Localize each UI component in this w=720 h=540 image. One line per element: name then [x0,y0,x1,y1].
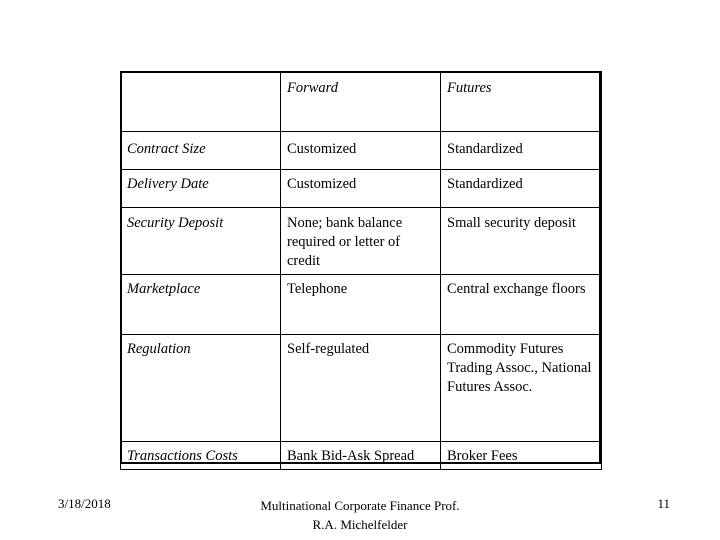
forward-cell: Customized [281,170,441,208]
row-label: Marketplace [121,275,281,335]
comparison-table [120,71,602,470]
row-label: Contract Size [121,132,281,170]
forward-cell: Self-regulated [281,335,441,442]
table-row [121,442,602,470]
footer-date: 3/18/2018 [58,496,111,511]
futures-cell: Standardized [441,132,602,170]
forward-cell: Telephone [281,275,441,335]
table-header-row [121,72,602,132]
header-futures: Futures [441,72,602,132]
forward-cell: Customized [281,132,441,170]
futures-cell: Central exchange floors [441,275,602,335]
forward-cell: Bank Bid-Ask Spread [281,442,441,470]
footer-author-line1: Multinational Corporate Finance Prof. [260,498,460,513]
row-label: Transactions Costs [121,442,281,470]
header-forward: Forward [281,72,441,132]
futures-cell: Broker Fees [441,442,602,470]
futures-cell: Standardized [441,170,602,208]
row-label: Delivery Date [121,170,281,208]
footer-author [240,496,480,534]
table-row [121,208,602,275]
footer-author-line2: R.A. Michelfelder [312,517,408,532]
table-row [121,132,602,170]
row-label: Security Deposit [121,208,281,275]
table-row [121,335,602,442]
page-number: 11 [657,496,670,511]
header-empty-cell [121,72,281,132]
table-row [121,170,602,208]
table-row [121,275,602,335]
futures-cell: Small security deposit [441,208,602,275]
forward-cell: None; bank balance required or letter of credit [281,208,441,275]
row-label: Regulation [121,335,281,442]
futures-cell: Commodity Futures Trading Assoc., National Futures Assoc. [441,335,602,442]
